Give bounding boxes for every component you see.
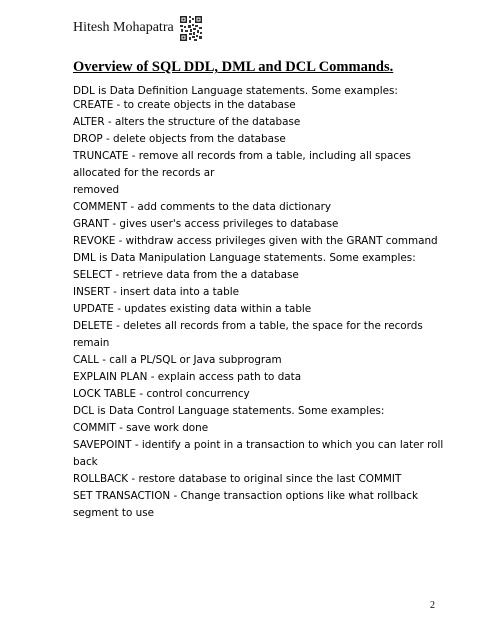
text-line: removed xyxy=(73,184,120,196)
text-line: DML is Data Manipulation Language statements. Some examples: xyxy=(73,252,416,264)
page-title: Overview of SQL DDL, DML and DCL Commands. xyxy=(73,59,394,75)
text-line: DROP - delete objects from the database xyxy=(73,133,286,145)
text-line: REVOKE - withdraw access privileges given with the GRANT command xyxy=(73,235,438,247)
text-line: DELETE - deletes all records from a table, the space for the records xyxy=(73,320,423,332)
text-line: UPDATE - updates existing data within a table xyxy=(73,303,312,315)
text-line: COMMENT - add comments to the data dictionary xyxy=(73,201,332,213)
text-line: ALTER - alters the structure of the database xyxy=(73,116,301,128)
document-body xyxy=(73,84,444,522)
text-line: ROLLBACK - restore database to original since the last COMMIT xyxy=(73,473,402,485)
text-line: DDL is Data Definition Language statements. Some examples: xyxy=(73,85,398,97)
text-line: CALL - call a PL/SQL or Java subprogram xyxy=(73,354,282,366)
text-line: INSERT - insert data into a table xyxy=(73,286,239,298)
text-line: COMMIT - save work done xyxy=(73,422,209,434)
text-line: LOCK TABLE - control concurrency xyxy=(73,388,250,400)
text-line: GRANT - gives user's access privileges to database xyxy=(73,218,339,230)
text-line: DCL is Data Control Language statements. Some examples: xyxy=(73,405,385,417)
text-line: EXPLAIN PLAN - explain access path to data xyxy=(73,371,302,383)
text-line: SET TRANSACTION - Change transaction options like what rollback xyxy=(73,490,418,502)
qr-code-icon xyxy=(179,15,203,42)
page-number: 2 xyxy=(430,600,435,611)
text-line: TRUNCATE - remove all records from a table, including all spaces xyxy=(73,150,411,162)
text-line: SAVEPOINT - identify a point in a transaction to which you can later roll xyxy=(73,439,444,451)
text-line: remain xyxy=(73,337,110,349)
text-line: segment to use xyxy=(73,507,155,519)
text-line: SELECT - retrieve data from the a database xyxy=(73,269,299,281)
text-line: CREATE - to create objects in the database xyxy=(73,99,296,111)
page-header xyxy=(73,14,203,42)
text-line: allocated for the records ar xyxy=(73,167,215,179)
author-name: Hitesh Mohapatra xyxy=(73,20,174,35)
text-line: back xyxy=(73,456,98,468)
